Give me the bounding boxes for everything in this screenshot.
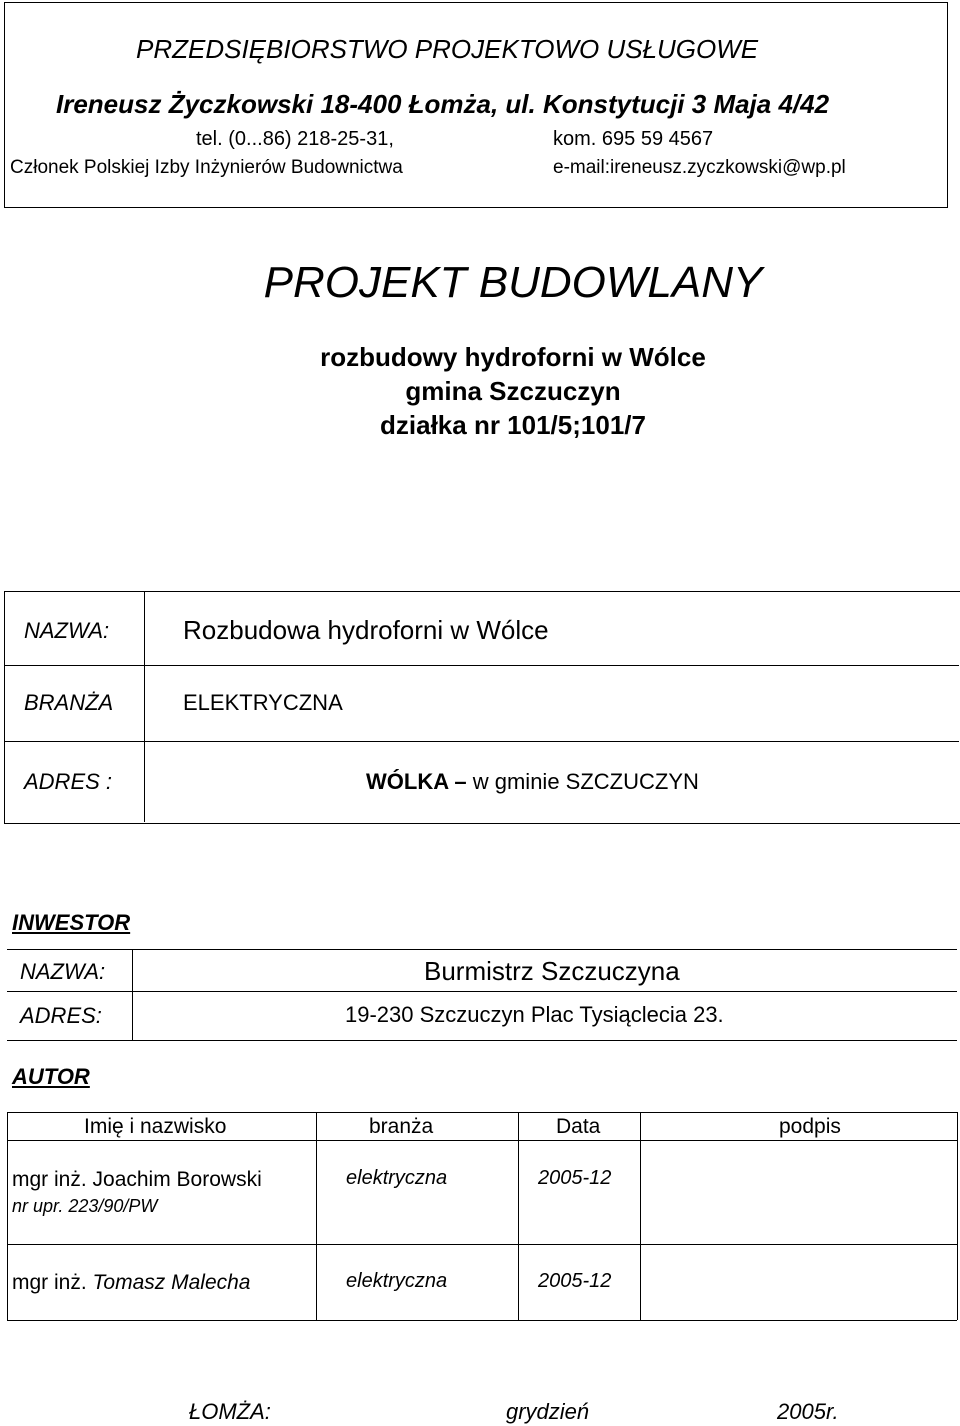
author-table-divider [640,1112,641,1320]
project-branch-value: ELEKTRYCZNA [183,690,343,715]
company-owner-address: Ireneusz Życzkowski 18-400 Łomża, ul. Konstytucji 3 Maja 4/42 [56,89,830,119]
author-row-1-branch: elektryczna [346,1167,448,1189]
author-row-1-prefix: mgr inż. [12,1168,87,1191]
author-section-title: AUTOR [12,1064,90,1089]
author-row-1-fullname: Joachim Borowski [86,1168,262,1191]
author-row-1-date: 2005-12 [538,1167,612,1189]
project-table-row-line [5,665,959,666]
project-table-row-line [5,741,959,742]
investor-mid-line [7,991,957,992]
author-table-top-line [7,1112,957,1113]
company-phone: tel. (0...86) 218-25-31, [196,128,394,150]
company-mobile: kom. 695 59 4567 [553,128,714,150]
author-row-2-branch: elektryczna [346,1270,448,1292]
project-address-value [366,769,699,795]
investor-top-line [7,949,957,950]
investor-address-value: 19-230 Szczuczyn Plac Tysiąclecia 23. [345,1002,724,1027]
project-address-dash: – [448,769,473,794]
author-header-line [7,1140,957,1141]
author-header-date: Data [556,1115,601,1138]
author-header-name: Imię i nazwisko [84,1115,227,1138]
author-row-2-prefix: mgr inż. [12,1271,87,1294]
author-row-1-license: nr upr. 223/90/PW [12,1196,158,1216]
author-table-divider [316,1112,317,1320]
author-table-border-right [957,1112,958,1320]
footer-month: grydzień [506,1399,590,1424]
project-table-divider [144,592,145,822]
company-name: PRZEDSIĘBIORSTWO PROJEKTOWO USŁUGOWE [136,34,759,64]
footer-year: 2005r. [777,1399,839,1424]
company-email: e-mail:ireneusz.zyczkowski@wp.pl [553,157,846,178]
subtitle-line-2: gmina Szczuczyn [405,376,621,406]
project-name-value: Rozbudowa hydroforni w Wólce [183,615,549,645]
author-row-1-name [12,1168,262,1192]
investor-divider [132,949,133,1040]
project-address-label: ADRES : [24,769,113,794]
author-row-2-name [12,1271,250,1295]
project-name-label: NAZWA: [24,618,110,643]
investor-bottom-line [7,1040,957,1041]
project-address-place: WÓLKA [366,769,449,794]
author-header-branch: branża [369,1115,434,1138]
company-membership: Członek Polskiej Izby Inżynierów Budownictwa [10,157,403,178]
author-table-bottom-line [7,1320,957,1321]
author-table-border-left [7,1112,8,1320]
project-address-rest: w gminie SZCZUCZYN [472,769,699,794]
investor-name-value: Burmistrz Szczuczyna [424,956,680,986]
author-header-signature: podpis [779,1115,841,1138]
project-branch-label: BRANŻA [24,690,114,715]
subtitle-line-1: rozbudowy hydroforni w Wólce [320,342,706,372]
investor-section-title: INWESTOR [12,910,131,935]
author-row-line [7,1244,957,1245]
footer-city: ŁOMŻA: [189,1399,271,1424]
investor-name-label: NAZWA: [20,959,106,984]
author-row-2-date: 2005-12 [538,1270,612,1292]
subtitle-line-3: działka nr 101/5;101/7 [380,410,646,440]
investor-address-label: ADRES: [20,1003,102,1028]
author-table-divider [518,1112,519,1320]
author-row-2-fullname: Tomasz Malecha [86,1271,251,1294]
document-title: PROJEKT BUDOWLANY [263,258,763,307]
